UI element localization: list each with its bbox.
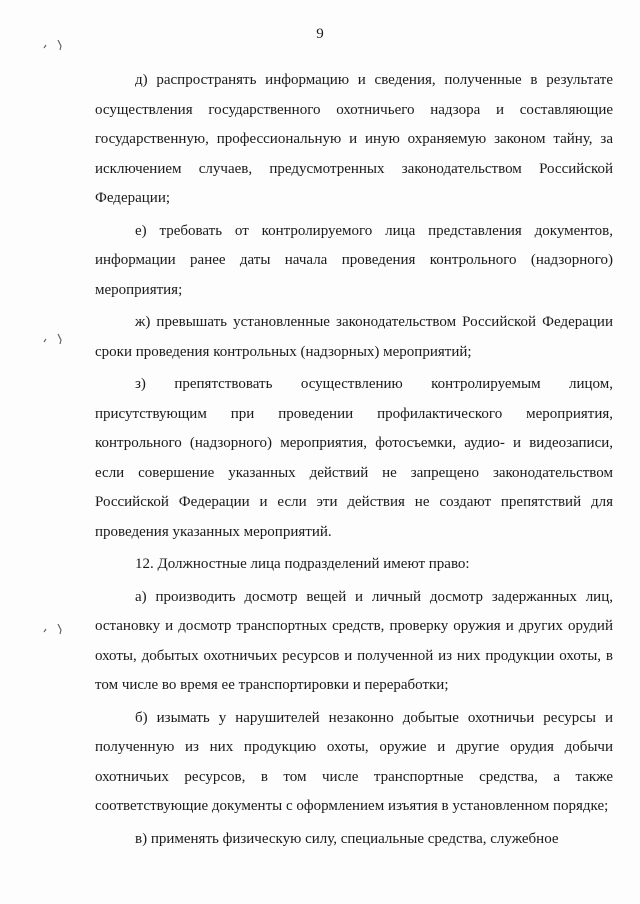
scan-margin-mark <box>40 330 70 352</box>
paragraph-a: а) производить досмотр вещей и личный досмотр задержанных лиц, остановку и досмотр транспортных средств, проверку оружия и других орудий охоты, добытых охотничьих ресурсов и полученной из них продукции охоты, в том числе во время ее транспортировки и переработки; <box>95 588 613 693</box>
paragraph-b: б) изымать у нарушителей незаконно добытые охотничьи ресурсы и полученную из них продукцию охоты, оружие и другие орудия добычи охотничьих ресурсов, в том числе транспортные средства, а также соответствующие документы с оформлением изъятия в установленном порядке; <box>95 709 613 814</box>
scan-margin-mark <box>40 36 70 58</box>
document-body <box>95 66 613 855</box>
paragraph-v: в) применять физическую силу, специальные средства, служебное <box>135 830 559 847</box>
paragraph-zh: ж) превышать установленные законодательством Российской Федерации сроки проведения контрольных (надзорных) мероприятий; <box>95 314 613 360</box>
paragraph-e: е) требовать от контролируемого лица представления документов, информации ранее даты начала проведения контрольного (надзорного) мероприятия; <box>95 222 613 298</box>
section-12-heading: 12. Должностные лица подразделений имеют право: <box>135 556 470 572</box>
scan-margin-mark <box>40 620 70 642</box>
paragraph-z: з) препятствовать осуществлению контролируемым лицом, присутствующим при проведении профилактического мероприятия, контрольного (надзорного) мероприятия, фотосъемки, аудио- и видеозаписи, если совершение указанных действий не запрещено законодательством Российской Федерации и если эти действия не создают препятствий для проведения указанных мероприятий. <box>95 376 613 540</box>
page-number: 9 <box>316 26 324 42</box>
paragraph-d: д) распространять информацию и сведения, полученные в результате осуществления государственного охотничьего надзора и составляющие государственную, профессиональную и иную охраняемую законом тайну, за исключением случаев, предусмотренных законодательством Российской Федерации; <box>95 72 613 206</box>
